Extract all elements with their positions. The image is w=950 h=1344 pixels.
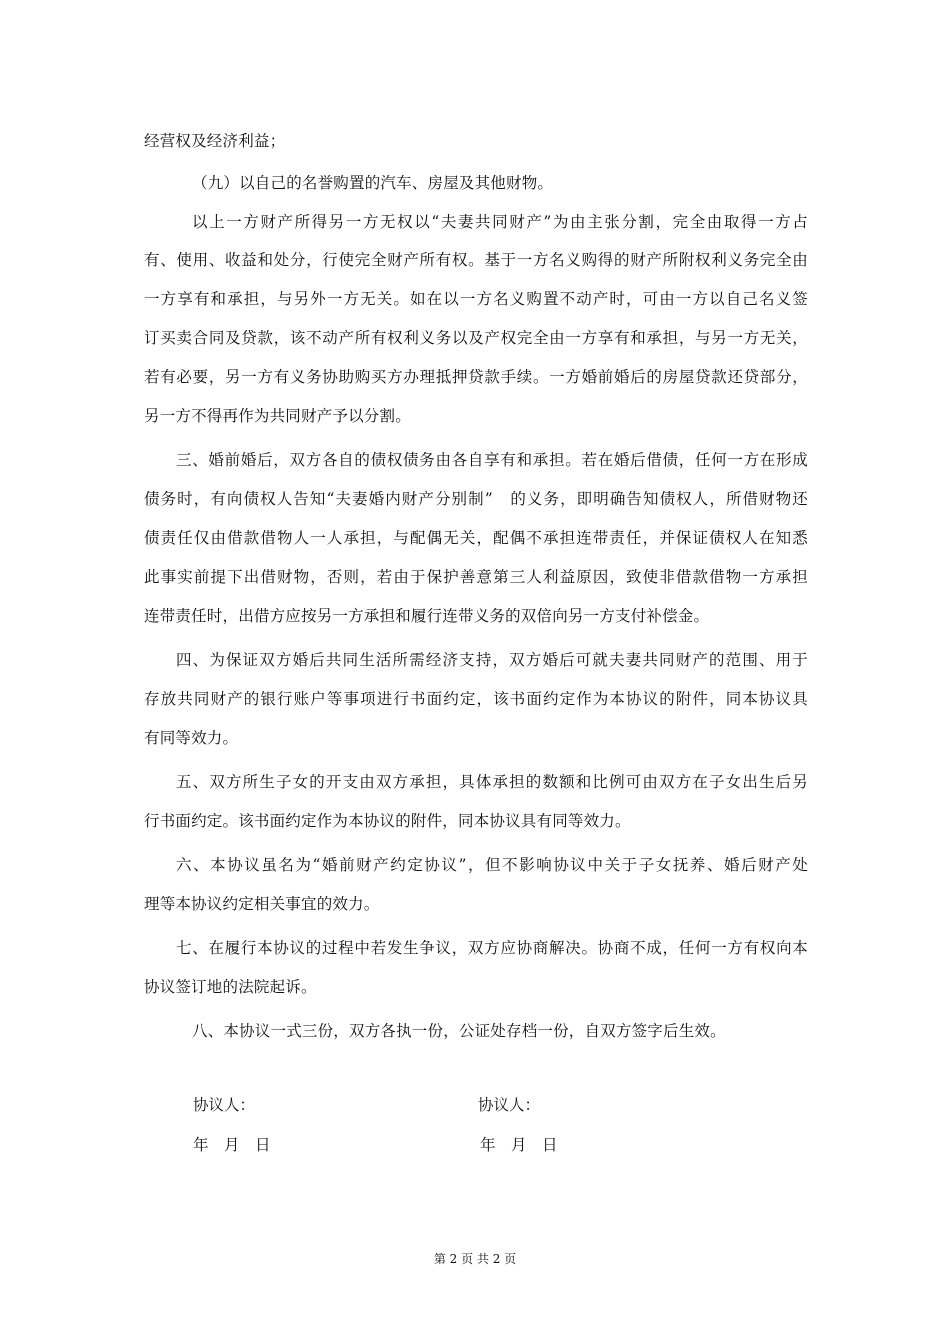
signatory-label-right: 协议人： (478, 1096, 541, 1114)
paragraph-line: 另一方不得再作为共同财产予以分割。 (144, 407, 411, 425)
paragraph-line: 债务时，有向债权人告知“夫妻婚内财产分别制” 的义务，即明确告知债权人，所借财物还 (144, 490, 808, 508)
paragraph-line: 此事实前提下出借财物，否则，若由于保护善意第三人利益原因，致使非借款借物一方承担 (144, 568, 808, 586)
paragraph-line: 若有必要，另一方有义务协助购买方办理抵押贷款手续。一方婚前婚后的房屋贷款还贷部分， (144, 368, 808, 386)
paragraph-line: 三、婚前婚后，双方各自的债权债务由各自享有和承担。若在婚后借债，任何一方在形成 (176, 451, 808, 469)
paragraph-line: 四、为保证双方婚后共同生活所需经济支持，双方婚后可就夫妻共同财产的范围、用于 (176, 651, 808, 669)
paragraph-line: 六、本协议虽名为“婚前财产约定协议”，但不影响协议中关于子女抚养、婚后财产处 (176, 856, 808, 874)
paragraph-line: 连带责任时，出借方应按另一方承担和履行连带义务的双倍向另一方支付补偿金。 (144, 607, 710, 625)
paragraph-line: （九）以自己的名誉购置的汽车、房屋及其他财物。 (192, 174, 554, 192)
paragraph-line: 五、双方所生子女的开支由双方承担，具体承担的数额和比例可由双方在子女出生后另 (176, 773, 808, 791)
paragraph-line: 以上一方财产所得另一方无权以“夫妻共同财产”为由主张分割，完全由取得一方占 (192, 213, 808, 231)
paragraph-line: 八、本协议一式三份，双方各执一份，公证处存档一份，自双方签字后生效。 (192, 1022, 726, 1040)
paragraph-line: 经营权及经济利益； (144, 132, 286, 150)
paragraph-line: 订买卖合同及贷款，该不动产所有权利义务以及产权完全由一方享有和承担，与另一方无关， (144, 329, 808, 347)
signature-date-right: 年 月 日 (480, 1136, 558, 1154)
signatory-label-left: 协议人： (193, 1096, 256, 1114)
paragraph-line: 存放共同财产的银行账户等事项进行书面约定，该书面约定作为本协议的附件，同本协议具 (144, 690, 808, 708)
paragraph-line: 七、在履行本协议的过程中若发生争议，双方应协商解决。协商不成，任何一方有权向本 (176, 939, 808, 957)
paragraph-line: 行书面约定。该书面约定作为本协议的附件，同本协议具有同等效力。 (144, 812, 631, 830)
paragraph-line: 协议签订地的法院起诉。 (144, 978, 317, 996)
paragraph-line: 一方享有和承担，与另外一方无关。如在以一方名义购置不动产时，可由一方以自己名义签 (144, 290, 808, 308)
page-number-footer: 第 2 页 共 2 页 (433, 1252, 517, 1266)
paragraph-line: 理等本协议约定相关事宜的效力。 (144, 895, 380, 913)
signature-date-left: 年 月 日 (193, 1136, 271, 1154)
paragraph-line: 有同等效力。 (144, 729, 239, 747)
paragraph-line: 债责任仅由借款借物人一人承担，与配偶无关，配偶不承担连带责任，并保证债权人在知悉 (144, 529, 808, 547)
paragraph-line: 有、使用、收益和处分，行使完全财产所有权。基于一方名义购得的财产所附权利义务完全由 (144, 251, 808, 269)
